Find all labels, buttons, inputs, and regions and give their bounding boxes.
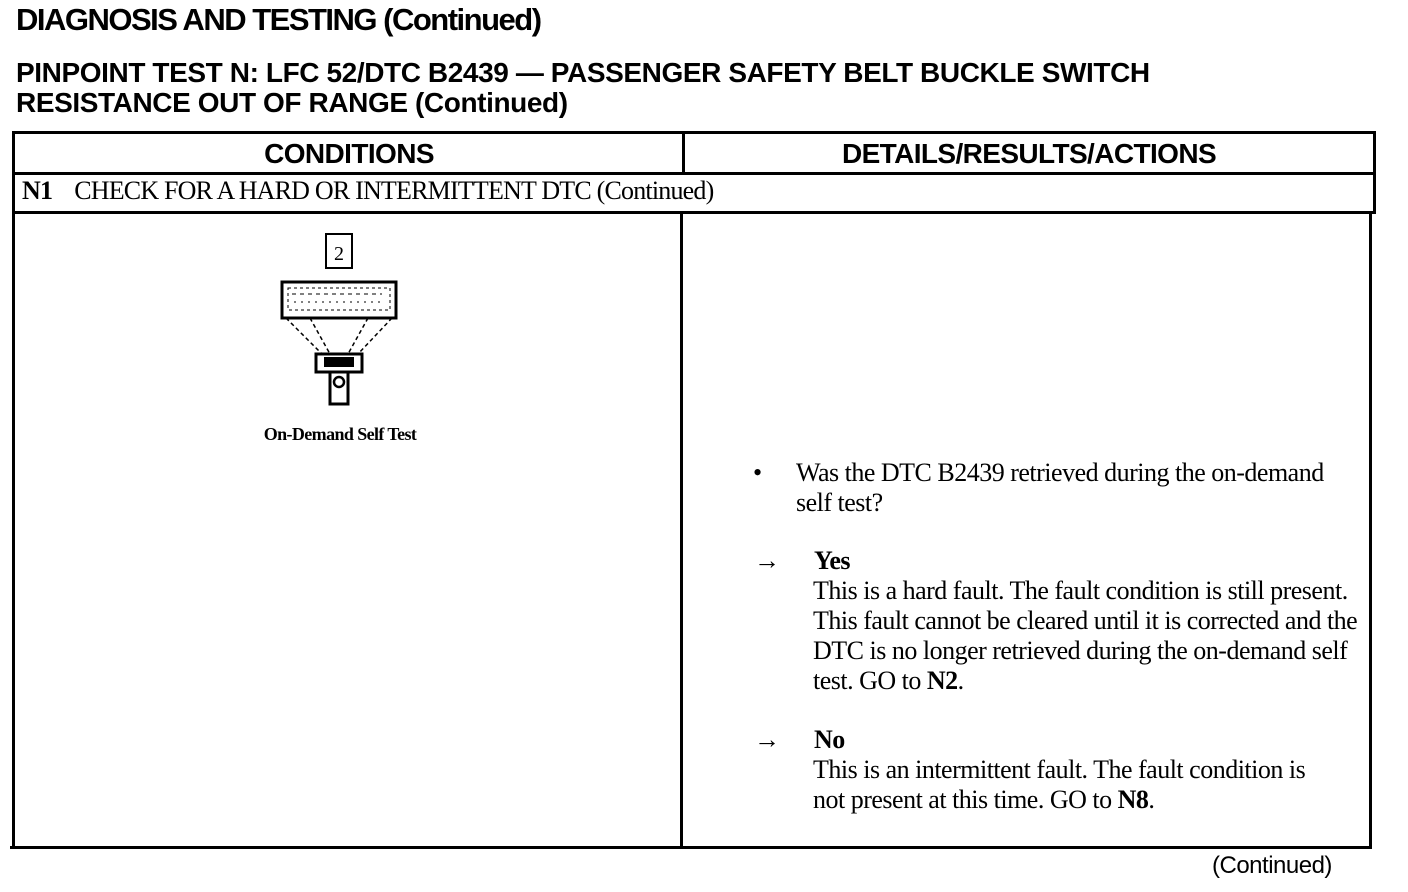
no-label: No	[814, 725, 845, 754]
table-right-border	[1369, 212, 1372, 849]
yes-goto-link[interactable]: N2	[926, 666, 958, 695]
step-row	[22, 176, 713, 206]
yes-result-body: This is a hard fault. The fault condition is still present. This fault cannot be cleared until it is corrected and the DTC is no longer retrieved during the on-demand self test. GO to	[813, 576, 1358, 695]
table-bottom-border	[10, 846, 1372, 849]
illustration-caption: On-Demand Self Test	[263, 424, 417, 444]
column-divider	[680, 212, 683, 849]
scan-tool-icon	[282, 282, 396, 404]
page-title: DIAGNOSIS AND TESTING (Continued)	[16, 2, 541, 37]
table-step-divider	[12, 211, 1376, 214]
no-goto-link[interactable]: N8	[1117, 785, 1149, 814]
continued-footer: (Continued)	[1212, 852, 1332, 879]
question-text: Was the DTC B2439 retrieved during the on-demand self test?	[796, 458, 1324, 517]
question-bullet: •	[753, 458, 762, 487]
pinpoint-title-line2: RESISTANCE OUT OF RANGE (Continued)	[16, 87, 568, 118]
yes-arrow-icon: →	[754, 546, 780, 575]
conditions-header: CONDITIONS	[264, 138, 434, 169]
step-title: CHECK FOR A HARD OR INTERMITTENT DTC (Continued)	[74, 176, 714, 205]
table-header-divider	[12, 172, 1376, 175]
pinpoint-test-title	[16, 58, 1150, 118]
callout-number: 2	[334, 243, 344, 265]
scan-tool-illustration	[272, 230, 412, 410]
no-result-body: This is an intermittent fault. The fault condition is not present at this time. GO to	[813, 755, 1306, 814]
yes-result-text: This is a hard fault. The fault condition is still present. This fault cannot be cleared until it is corrected and the DTC is no longer retrieved during the on-demand self test. GO to N2.	[813, 576, 1358, 695]
no-arrow-icon: →	[754, 725, 780, 754]
details-header: DETAILS/RESULTS/ACTIONS	[841, 138, 1217, 169]
table-top-border	[12, 131, 1376, 134]
table-left-border	[12, 131, 15, 849]
pinpoint-title-line1: PINPOINT TEST N: LFC 52/DTC B2439 — PASSENGER SAFETY BELT BUCKLE SWITCH	[16, 57, 1150, 88]
yes-label: Yes	[814, 546, 851, 575]
step-number: N1	[22, 176, 53, 205]
no-result-text: This is an intermittent fault. The fault condition is not present at this time. GO to N8.	[813, 755, 1306, 814]
